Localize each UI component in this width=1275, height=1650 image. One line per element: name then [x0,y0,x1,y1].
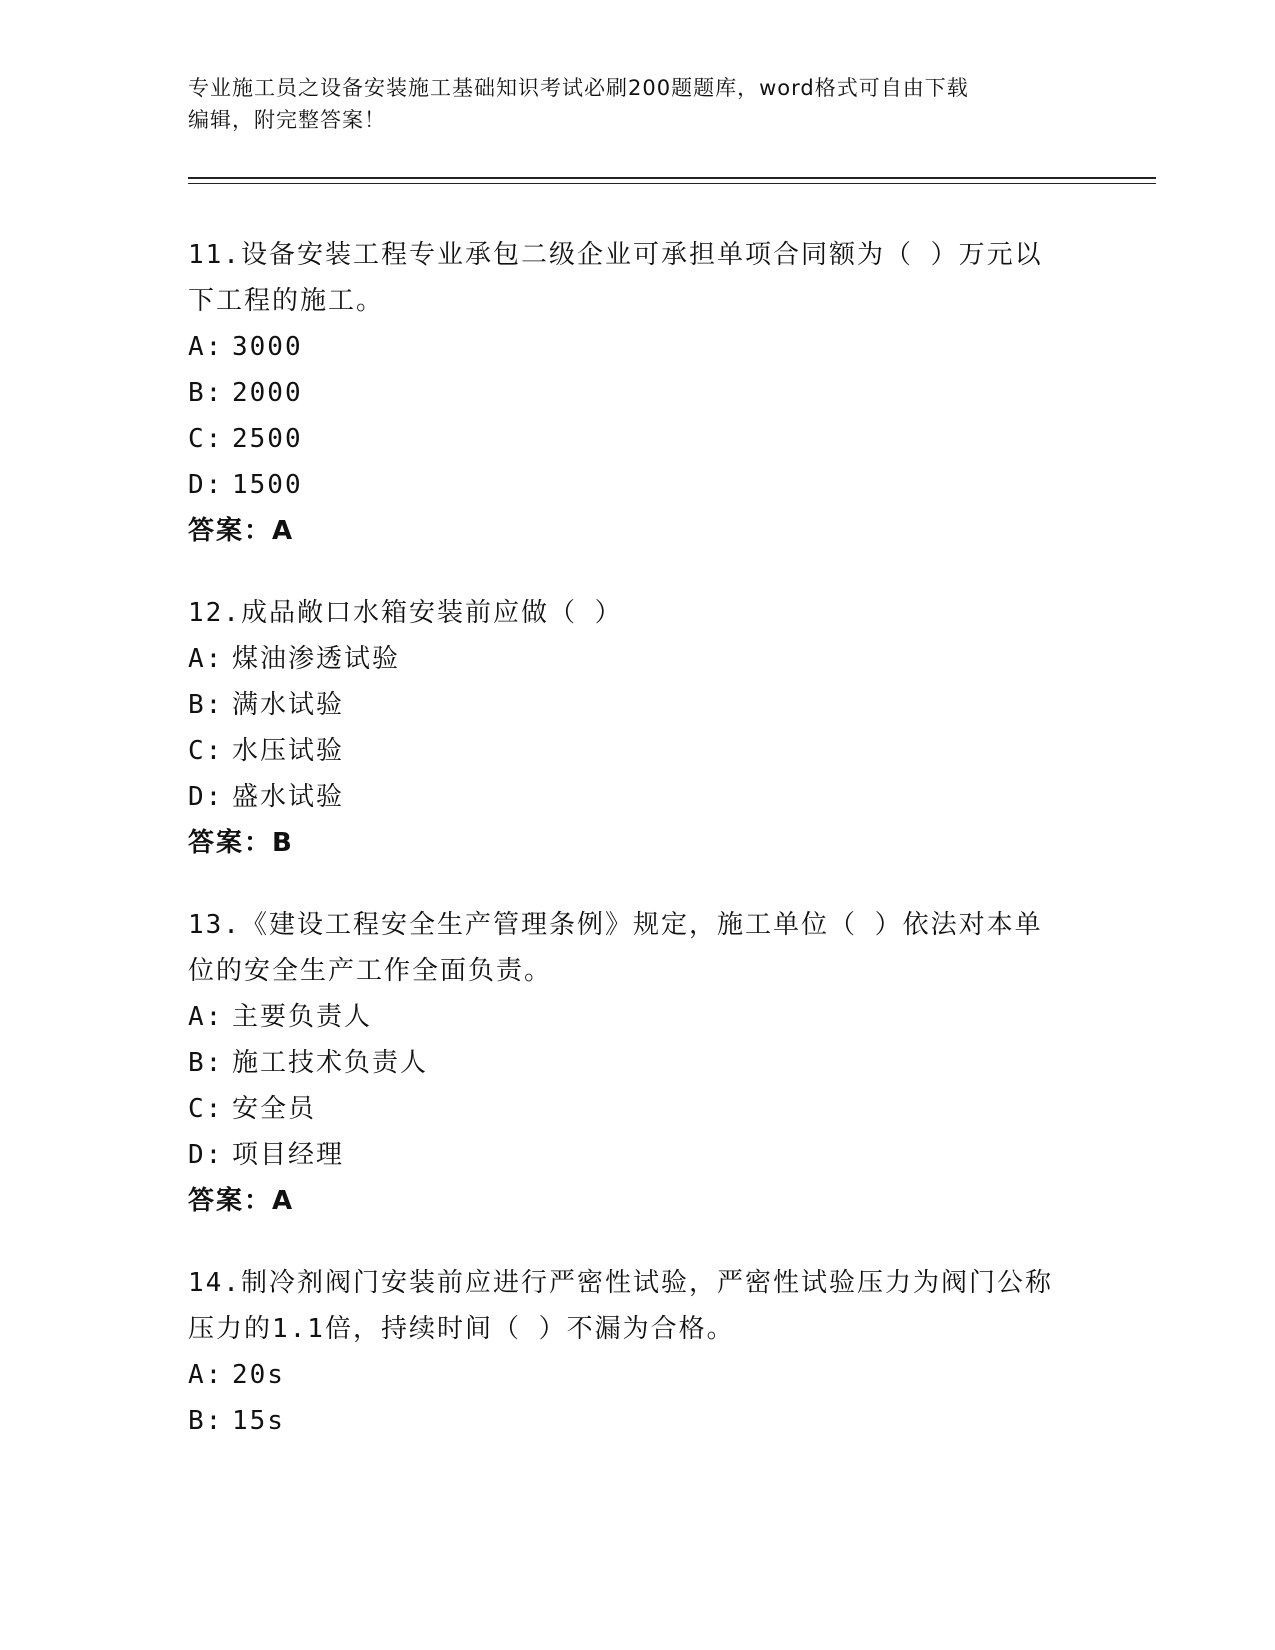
option-b [188,682,1088,728]
option-letter: D: [188,782,224,812]
question-stem [188,232,1088,324]
option-letter: B: [188,690,224,720]
question-stem-line: 13.《建设工程安全生产管理条例》规定，施工单位（ ）依法对本单 [188,910,1043,940]
answer-line: 答案：A [188,516,295,546]
option-d [188,1132,1088,1178]
option-letter: C: [188,424,224,454]
option-text: 15s [232,1406,285,1436]
option-letter: C: [188,736,224,766]
option-c [188,416,1088,462]
option-text: 1500 [232,470,303,500]
question-stem-line: 14.制冷剂阀门安装前应进行严密性试验，严密性试验压力为阀门公称 [188,1268,1053,1298]
option-text: 20s [232,1360,285,1390]
question-14 [188,1260,1088,1444]
option-text: 盛水试验 [232,782,345,812]
option-b [188,1398,1088,1444]
answer-line: 答案：A [188,1186,295,1216]
option-letter: A: [188,1002,224,1032]
option-text: 3000 [232,332,303,362]
option-d [188,774,1088,820]
question-stem-line: 下工程的施工。 [188,286,385,316]
option-c [188,728,1088,774]
option-text: 满水试验 [232,690,345,720]
option-c [188,1086,1088,1132]
question-stem [188,902,1088,994]
option-letter: C: [188,1094,224,1124]
header-line-1: 专业施工员之设备安装施工基础知识考试必刷200题题库，word格式可自由下载 [188,76,969,100]
option-letter: D: [188,470,224,500]
question-11 [188,232,1088,554]
option-text: 安全员 [232,1094,317,1124]
option-letter: B: [188,378,224,408]
document-header [188,72,1078,136]
question-list [188,232,1088,1480]
option-d [188,462,1088,508]
header-divider-thin [188,183,1156,184]
option-a [188,636,1088,682]
question-stem-line: 11.设备安装工程专业承包二级企业可承担单项合同额为（ ）万元以 [188,240,1043,270]
option-text: 2500 [232,424,303,454]
option-letter: B: [188,1048,224,1078]
option-letter: A: [188,332,224,362]
option-a [188,324,1088,370]
option-text: 项目经理 [232,1140,345,1170]
answer-line: 答案：B [188,828,294,858]
question-stem-line: 位的安全生产工作全面负责。 [188,956,553,986]
question-stem [188,590,1088,636]
question-12 [188,590,1088,866]
question-stem [188,1260,1088,1352]
option-letter: A: [188,1360,224,1390]
option-letter: D: [188,1140,224,1170]
option-text: 水压试验 [232,736,345,766]
option-text: 施工技术负责人 [232,1048,429,1078]
option-a [188,1352,1088,1398]
option-text: 2000 [232,378,303,408]
header-divider-thick [188,177,1156,179]
option-b [188,370,1088,416]
question-stem-line: 压力的1.1倍，持续时间（ ）不漏为合格。 [188,1314,735,1344]
option-letter: A: [188,644,224,674]
option-text: 主要负责人 [232,1002,373,1032]
header-line-2: 编辑，附完整答案！ [188,108,386,132]
option-b [188,1040,1088,1086]
option-text: 煤油渗透试验 [232,644,401,674]
question-stem-line: 12.成品敞口水箱安装前应做（ ） [188,598,623,628]
option-a [188,994,1088,1040]
option-letter: B: [188,1406,224,1436]
question-13 [188,902,1088,1224]
